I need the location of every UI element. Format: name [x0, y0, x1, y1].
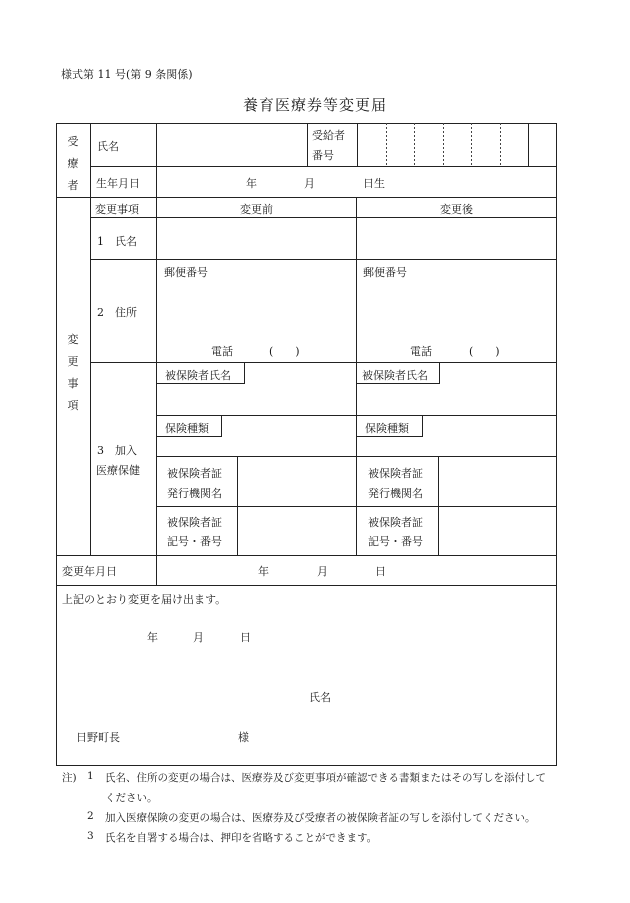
recipient-section-label: 受 療 者 — [67, 135, 79, 192]
birth-month-unit: 月 — [304, 177, 315, 190]
note-1-number: 1 — [87, 770, 94, 782]
phone-paren-before: ( ) — [269, 345, 300, 358]
insured-name-label-after: 被保険者氏名 — [362, 369, 428, 382]
number-label-before: 被保険者証 — [167, 516, 222, 529]
change-date-month-unit: 月 — [317, 565, 328, 578]
birth-day-unit: 日生 — [363, 177, 385, 190]
phone-paren-after: ( ) — [469, 345, 500, 358]
honorific: 様 — [238, 731, 249, 744]
name-label: 氏名 — [97, 140, 119, 153]
insured-name-label-before: 被保険者氏名 — [165, 369, 231, 382]
birth-year-unit: 年 — [246, 177, 257, 190]
change-item-header: 変更事項 — [95, 203, 139, 216]
number-label-after: 被保険者証 — [368, 516, 423, 529]
name-change-item: 1 氏名 — [97, 235, 137, 248]
note-3-text: 氏名を自署する場合は、押印を省略することができます。 — [105, 832, 378, 844]
recipient-number-label-2: 番号 — [312, 149, 334, 162]
page-title: 養育医療券等変更届 — [242, 96, 387, 114]
issuer-label-after: 被保険者証 — [368, 467, 423, 480]
note-1-text-cont: ください。 — [105, 792, 158, 804]
before-header: 変更前 — [240, 203, 273, 216]
recipient-number-label: 受給者 — [312, 129, 345, 142]
phone-label-after: 電話 — [410, 345, 432, 358]
birthdate-label: 生年月日 — [96, 177, 140, 190]
note-1-text: 氏名、住所の変更の場合は、医療券及び変更事項が確認できる書類またはその写しを添付して — [105, 772, 546, 784]
declaration-statement: 上記のとおり変更を届け出ます。 — [62, 593, 227, 606]
postal-label-before: 郵便番号 — [164, 266, 208, 279]
change-section-label: 変 更 事 項 — [67, 333, 79, 412]
number-label-before-2: 記号・番号 — [167, 535, 222, 548]
insurance-change-item-2: 医療保健 — [96, 464, 140, 477]
addressee: 日野町長 — [76, 731, 120, 744]
postal-label-after: 郵便番号 — [363, 266, 407, 279]
phone-label-before: 電話 — [211, 345, 233, 358]
change-date-label: 変更年月日 — [62, 565, 117, 578]
address-change-item: 2 住所 — [97, 306, 137, 319]
after-header: 変更後 — [440, 203, 473, 216]
notes-prefix: 注) — [62, 772, 77, 784]
note-2-number: 2 — [87, 810, 94, 822]
insurance-type-label-after: 保険種類 — [365, 422, 409, 435]
applicant-name-label: 氏名 — [309, 691, 331, 704]
note-3-number: 3 — [87, 830, 94, 842]
number-label-after-2: 記号・番号 — [368, 535, 423, 548]
form-id: 様式第 11 号(第 9 条関係) — [61, 68, 193, 81]
note-2-text: 加入医療保険の変更の場合は、医療券及び受療者の被保険者証の写しを添付してください。 — [105, 812, 536, 824]
issuer-label-before: 被保険者証 — [167, 467, 222, 480]
change-date-year-unit: 年 — [258, 565, 269, 578]
insurance-change-item: 3 加入 — [97, 444, 137, 457]
declaration-day-unit: 日 — [240, 631, 251, 644]
insurance-type-label-before: 保険種類 — [165, 422, 209, 435]
change-date-day-unit: 日 — [375, 565, 386, 578]
declaration-year-unit: 年 — [147, 631, 158, 644]
declaration-month-unit: 月 — [193, 631, 204, 644]
issuer-label-after-2: 発行機関名 — [368, 487, 423, 500]
issuer-label-before-2: 発行機関名 — [167, 487, 222, 500]
